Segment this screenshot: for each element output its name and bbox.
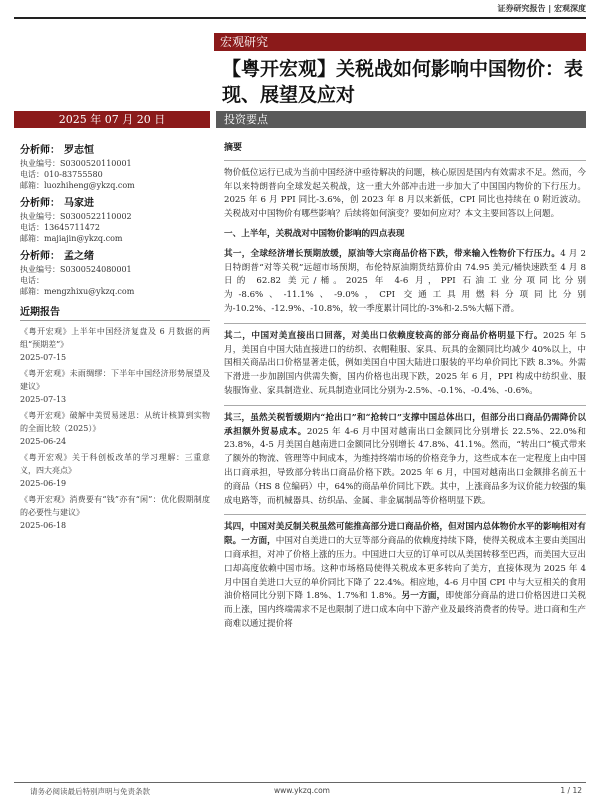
point-4: 其四，中国对美反制关税虽然可能推高部分进口商品价格，但对国内总体物价水平的影响相对有限。一方面，中国对自美进口的大豆等部分商品的依赖度持续下降，使得关税成本主要由美国出口商承担，对冲了价格上涨的压力。中国进口大豆的订单可以从美国转移至巴西，而美国大豆出口却高度依赖中国市场。这种市场格局使得关税成本更多转向了美方，直接体现为 2025 年 4 月中国自美进口大豆的单价同比下降了 22.4%。相应地，4-6 月中国 CPI 中与大豆相关的食用油价格同比分别下降 1.8%、1.7%和 1.8%。另一方面，即使部分商品的进口价格因进口关税而上涨，国内终端需求不足也限制了进口成本向中下游产业及最终消费者的传导。进口商和生产商难以通过提价将 bbox=[224, 522, 586, 629]
summary-divider bbox=[224, 160, 586, 161]
summary-intro: 物价低位运行已成为当前中国经济中亟待解决的问题，核心原因是国内有效需求不足。然而，今年以来特朗普向全球发起关税战，这一重大外部冲击进一步加大了中国国内物价的下行压力。2025 年 6 月 PPI 同比-3.6%，创 2023 年 8 月以来新低，CPI 同比也持续在 0 附近波动。关税战对中国物价有哪些影响？后续将如何演变？要如何应对？本文主要回答以上问题。 bbox=[224, 167, 586, 220]
recent-report-item[interactable]: 《粤开宏观》关于科创板改革的学习理解：三重意义，四大亮点》 2025-06-19 bbox=[20, 453, 210, 488]
recent-report-item[interactable]: 《粤开宏观》破解中美贸易迷思：从统计核算到实物的全面比较（2025）》 2025-06-24 bbox=[20, 411, 210, 446]
analyst-phone: 电话： bbox=[20, 276, 44, 285]
point-divider bbox=[224, 514, 586, 515]
analyst-name: 罗志恒 bbox=[64, 145, 94, 156]
website-link[interactable]: www.ykzq.com bbox=[274, 786, 330, 795]
recent-reports-divider bbox=[20, 320, 210, 321]
analyst-name: 马家进 bbox=[64, 198, 94, 209]
point-divider bbox=[224, 405, 586, 406]
analyst-name: 孟之绪 bbox=[64, 251, 94, 262]
analyst-role: 分析师： bbox=[20, 145, 60, 156]
section-banner: 投资要点 bbox=[216, 111, 586, 128]
disclaimer-note: 请务必阅读最后特别声明与免责条款 bbox=[30, 787, 150, 796]
category-banner: 宏观研究 bbox=[214, 33, 586, 51]
analyst-phone: 电话：13645711472 bbox=[20, 223, 100, 232]
recent-report-item[interactable]: 《粤开宏观》消费要有“钱”亦有“闲”：优化假期制度的必要性与建议》 2025-06-18 bbox=[20, 495, 210, 530]
summary-body bbox=[224, 142, 586, 638]
analyst-email: 邮箱：majiajin@ykzq.com bbox=[20, 234, 123, 243]
recent-reports-title: 近期报告 bbox=[20, 307, 60, 318]
header-divider bbox=[14, 17, 586, 19]
sidebar bbox=[20, 144, 210, 535]
report-type-label: 证券研究报告 | 宏观深度 bbox=[497, 4, 586, 13]
point-2: 其二，中国对美直接出口回落，对美出口依赖度较高的部分商品价格明显下行。2025 年 5 月，美国自中国大陆直接进口的纺织、衣帽鞋服、家具、玩具的金额同比均减少 40%以上，中国相关商品出口价格显著走低，例如美国自中国大陆进口服装的平均单价同比下跌 8.3%。外需下滑进一步加剧国内供需失衡，国内价格也出现下跌，2025 年 6 月，PPI 构成中纺织业、服装服饰业、家具制造业、玩具制造业同比分别为-2.5%、-0.1%、-0.4%、-0.6%。 bbox=[224, 330, 586, 396]
analyst-phone: 电话：010-83755580 bbox=[20, 170, 103, 179]
analyst-card bbox=[20, 144, 210, 191]
point-3: 其三，虽然关税暂缓期内“抢出口”和“抢转口”支撑中国总体出口，但部分出口商品仍需降价以承担额外贸易成本。2025 年 4-6 月中国对越南出口金额同比分别增长 22.5%、22.0%和 23.8%，4-5 月美国自越南进口金额同比分别增长 47.8%、41.1%。然而，“转出口”模式带来了额外的物流、管理等中间成本，为维持终端市场的价格竞争力，这些成本在一定程度上由中国出口商承担，导致部分转出口商品价格下跌。2025 年 6 月，中国对越南出口金额排名前五十的商品（HS 8 位编码）中，64%的商品单价同比下跌。其中，上涨商品多为议价能力较强的集成电路等，而机械器具、纺织品、金属、非金属制品等价格明显下跌。 bbox=[224, 412, 586, 506]
analyst-cert: 执业编号：S0300524080001 bbox=[20, 265, 132, 274]
point-divider bbox=[224, 323, 586, 324]
recent-report-item[interactable]: 《粤开宏观》上半年中国经济复盘及 6 月数据的两组“预期差”》 2025-07-15 bbox=[20, 327, 210, 362]
top-header bbox=[0, 0, 600, 18]
report-title: 【粤开宏观】关税战如何影响中国物价：表现、展望及应对 bbox=[222, 58, 584, 106]
analyst-card bbox=[20, 197, 210, 244]
point-1: 其一，全球经济增长预期放缓，原油等大宗商品价格下跌，带来输入性物价下行压力。4 月 2 日特朗普“对等关税”远超市场预期，布伦特原油期货结算价由 74.95 美元/桶快速跌至 4 月 8 日的 62.82 美元/桶。2025 年 4-6 月，PPI 石油工业分项同比分别为-8.6%、-11.1%、-9.0%，CPI 交通工具用燃料分项同比分别为-10.2%、-12.9%、-10.8%，较一季度累计同比的-3%和-2.5%大幅下滑。 bbox=[224, 248, 586, 314]
report-date: 2025 年 07 月 20 日 bbox=[14, 111, 210, 128]
analyst-role: 分析师： bbox=[20, 251, 60, 262]
page-number: 1 / 12 bbox=[560, 786, 582, 795]
analyst-role: 分析师： bbox=[20, 198, 60, 209]
analyst-cert: 执业编号：S0300520110001 bbox=[20, 159, 132, 168]
section-heading: 一、上半年，关税战对中国物价影响的四点表现 bbox=[224, 228, 405, 239]
analyst-card bbox=[20, 250, 210, 297]
summary-heading: 摘要 bbox=[224, 143, 243, 153]
analyst-email: 邮箱：mengzhixu@ykzq.com bbox=[20, 287, 135, 296]
analyst-cert: 执业编号：S0300522110002 bbox=[20, 212, 132, 221]
analyst-email: 邮箱：luozhiheng@ykzq.com bbox=[20, 181, 135, 190]
recent-report-item[interactable]: 《粤开宏观》未雨绸缪：下半年中国经济形势展望及建议》 2025-07-13 bbox=[20, 369, 210, 404]
page-footer bbox=[14, 782, 586, 797]
